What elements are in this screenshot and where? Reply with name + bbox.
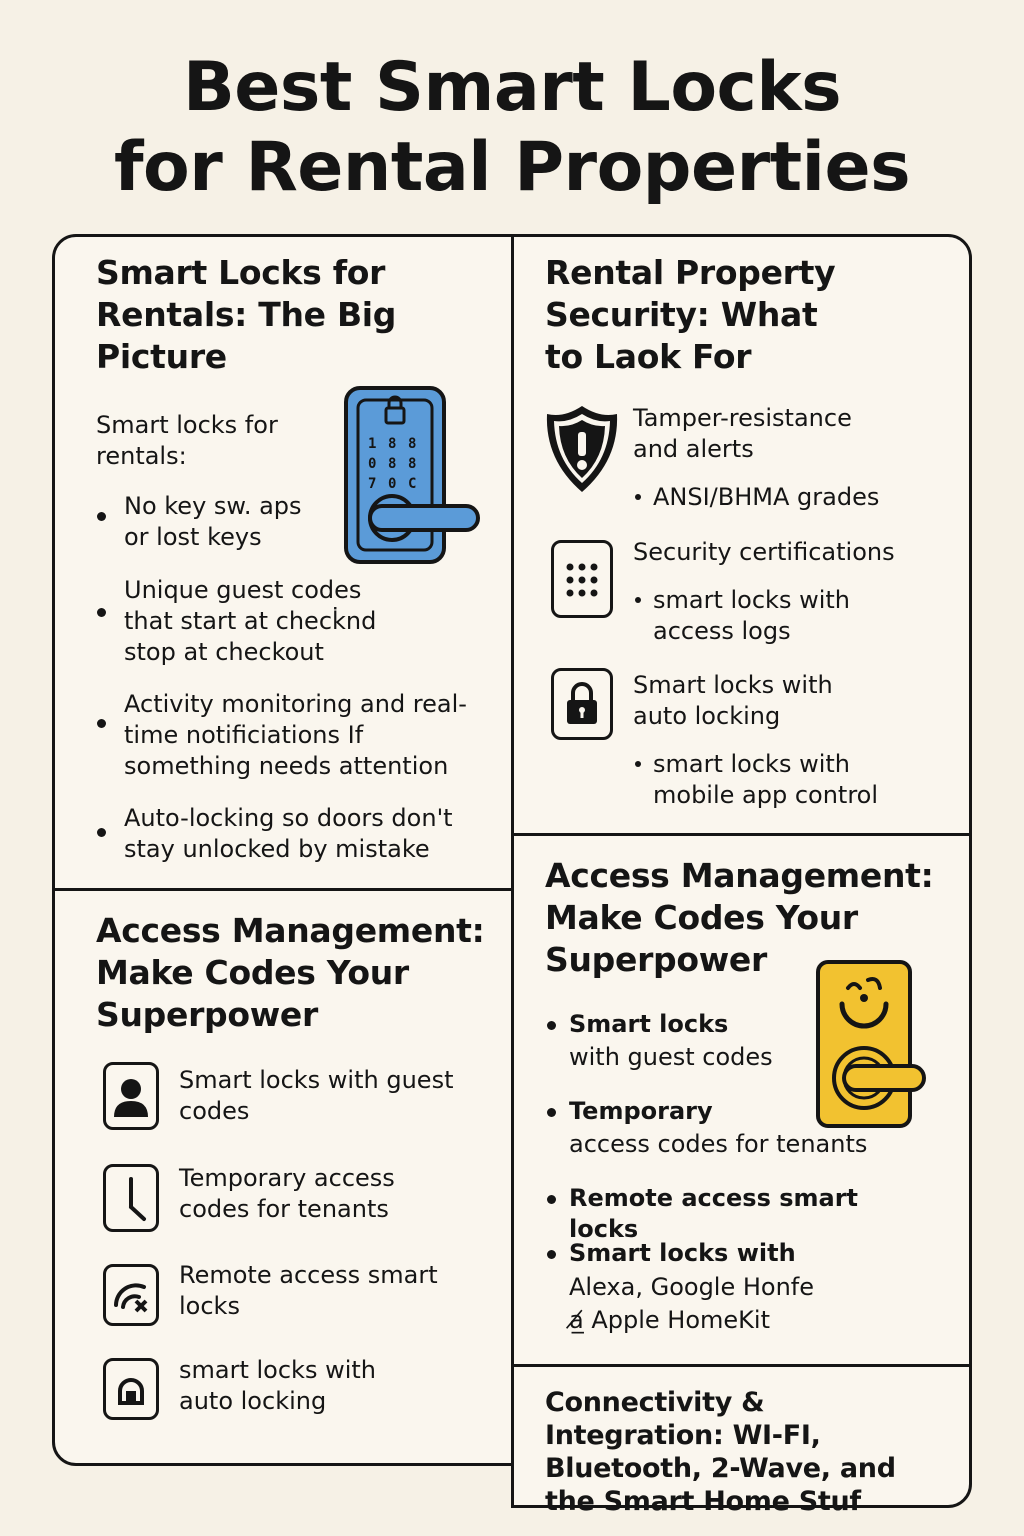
keypad-digit: 0	[388, 476, 397, 492]
lock-icon	[106, 1361, 156, 1417]
security-item-3: Smart locks with auto locking	[633, 671, 833, 730]
right-divider-2	[511, 1364, 972, 1367]
keypad-digit: 7	[368, 476, 377, 492]
padlock-icon-box	[551, 668, 613, 740]
keypad-digit: C	[408, 476, 417, 492]
keypad-icon-box	[551, 540, 613, 618]
access-right-bullet-4-rest2: a̸̲ Apple HomeKit	[569, 1306, 770, 1334]
security-item-1-sub: ANSI/BHMA grades	[653, 483, 880, 511]
bullet-dot	[547, 1021, 556, 1030]
access-right-bullet-4-rest: Alexa, Google Honfe	[569, 1273, 815, 1301]
security-title: Rental Property Security: What to Laok For	[545, 253, 836, 376]
big-picture-bullet-3: Activity monitoring and real-time notificiations If something needs attention	[124, 690, 467, 780]
security-item-1: Tamper-resistance and alerts	[633, 404, 852, 463]
access-right-bullet-1-head: Smart locks	[569, 1010, 729, 1038]
big-picture-bullet-4: Auto-locking so doors don't stay unlocked by mistake	[124, 804, 453, 863]
access-right-title: Access Management: Make Codes Your Superpower	[545, 856, 934, 979]
clock-icon-box	[103, 1164, 159, 1232]
page-title-line-2: for Rental Properties	[113, 128, 911, 207]
user-icon-box	[103, 1062, 159, 1130]
smiley-lever-lock-icon	[812, 958, 932, 1130]
security-item-2: Security certifications	[633, 538, 895, 566]
access-left-item-2: Temporary access codes for tenants	[179, 1164, 395, 1223]
remote-signal-icon	[106, 1267, 156, 1323]
keypad-lever-lock-icon	[340, 384, 490, 568]
bullet-dot	[97, 719, 106, 728]
page-title	[0, 48, 1024, 208]
bullet-dot	[97, 608, 106, 617]
big-picture-bullet-2: Unique guest codes that start at check̇nd stop at checkout	[124, 576, 377, 666]
bullet-dot	[547, 1250, 556, 1259]
keypad-digit: 8	[388, 456, 397, 472]
page-title-line-1: Best Smart Locks	[182, 48, 842, 127]
user-icon	[106, 1065, 156, 1127]
remote-signal-icon-box	[103, 1264, 159, 1326]
sub-bullet-dot	[635, 761, 641, 767]
keypad-digit: 8	[408, 436, 417, 452]
left-divider	[52, 888, 514, 891]
access-right-bullet-3-head: Remote access smart locks	[569, 1184, 859, 1243]
clock-icon	[106, 1167, 156, 1229]
big-picture-title: Smart Locks for Rentals: The Big Picture	[96, 253, 397, 376]
access-left-item-1: Smart locks with guest codes	[179, 1066, 454, 1125]
keypad-icon	[554, 543, 610, 615]
bullet-dot	[547, 1195, 556, 1204]
lock-icon-box	[103, 1358, 159, 1420]
sub-bullet-dot	[635, 597, 641, 603]
keypad-digit: 0	[368, 456, 377, 472]
access-right-bullet-1-rest: with guest codes	[569, 1043, 773, 1071]
access-right-bullet-2-head: Temporary	[569, 1097, 713, 1125]
access-right-bullet-4-head: Smart locks with	[569, 1239, 796, 1267]
security-item-2-sub: smart locks with access logs	[653, 586, 850, 645]
access-right-bullet-2-rest: access codes for tenants	[569, 1130, 868, 1158]
keypad-digit: 8	[388, 436, 397, 452]
bullet-dot	[547, 1108, 556, 1117]
sub-bullet-dot	[635, 494, 641, 500]
padlock-icon	[554, 671, 610, 737]
connectivity-title: Connectivity & Integration: WI-FI, Bluetooth, 2-Wave, and the Smart Home Stuf	[545, 1387, 896, 1517]
right-divider-1	[511, 833, 972, 836]
big-picture-bullet-1: No key sw. aps or lost keys	[124, 492, 302, 551]
keypad-digit: 8	[408, 456, 417, 472]
big-picture-intro: Smart locks for rentals:	[96, 411, 278, 470]
access-left-title: Access Management: Make Codes Your Superpower	[96, 911, 485, 1034]
bullet-dot	[97, 828, 106, 837]
keypad-digit: 1	[368, 436, 377, 452]
bullet-dot	[97, 512, 106, 521]
security-item-3-sub: smart locks with mobile app control	[653, 750, 879, 809]
shield-icon	[543, 402, 621, 496]
access-left-item-4: smart locks with auto locking	[179, 1356, 376, 1415]
access-left-item-3: Remote access smart locks	[179, 1261, 438, 1320]
